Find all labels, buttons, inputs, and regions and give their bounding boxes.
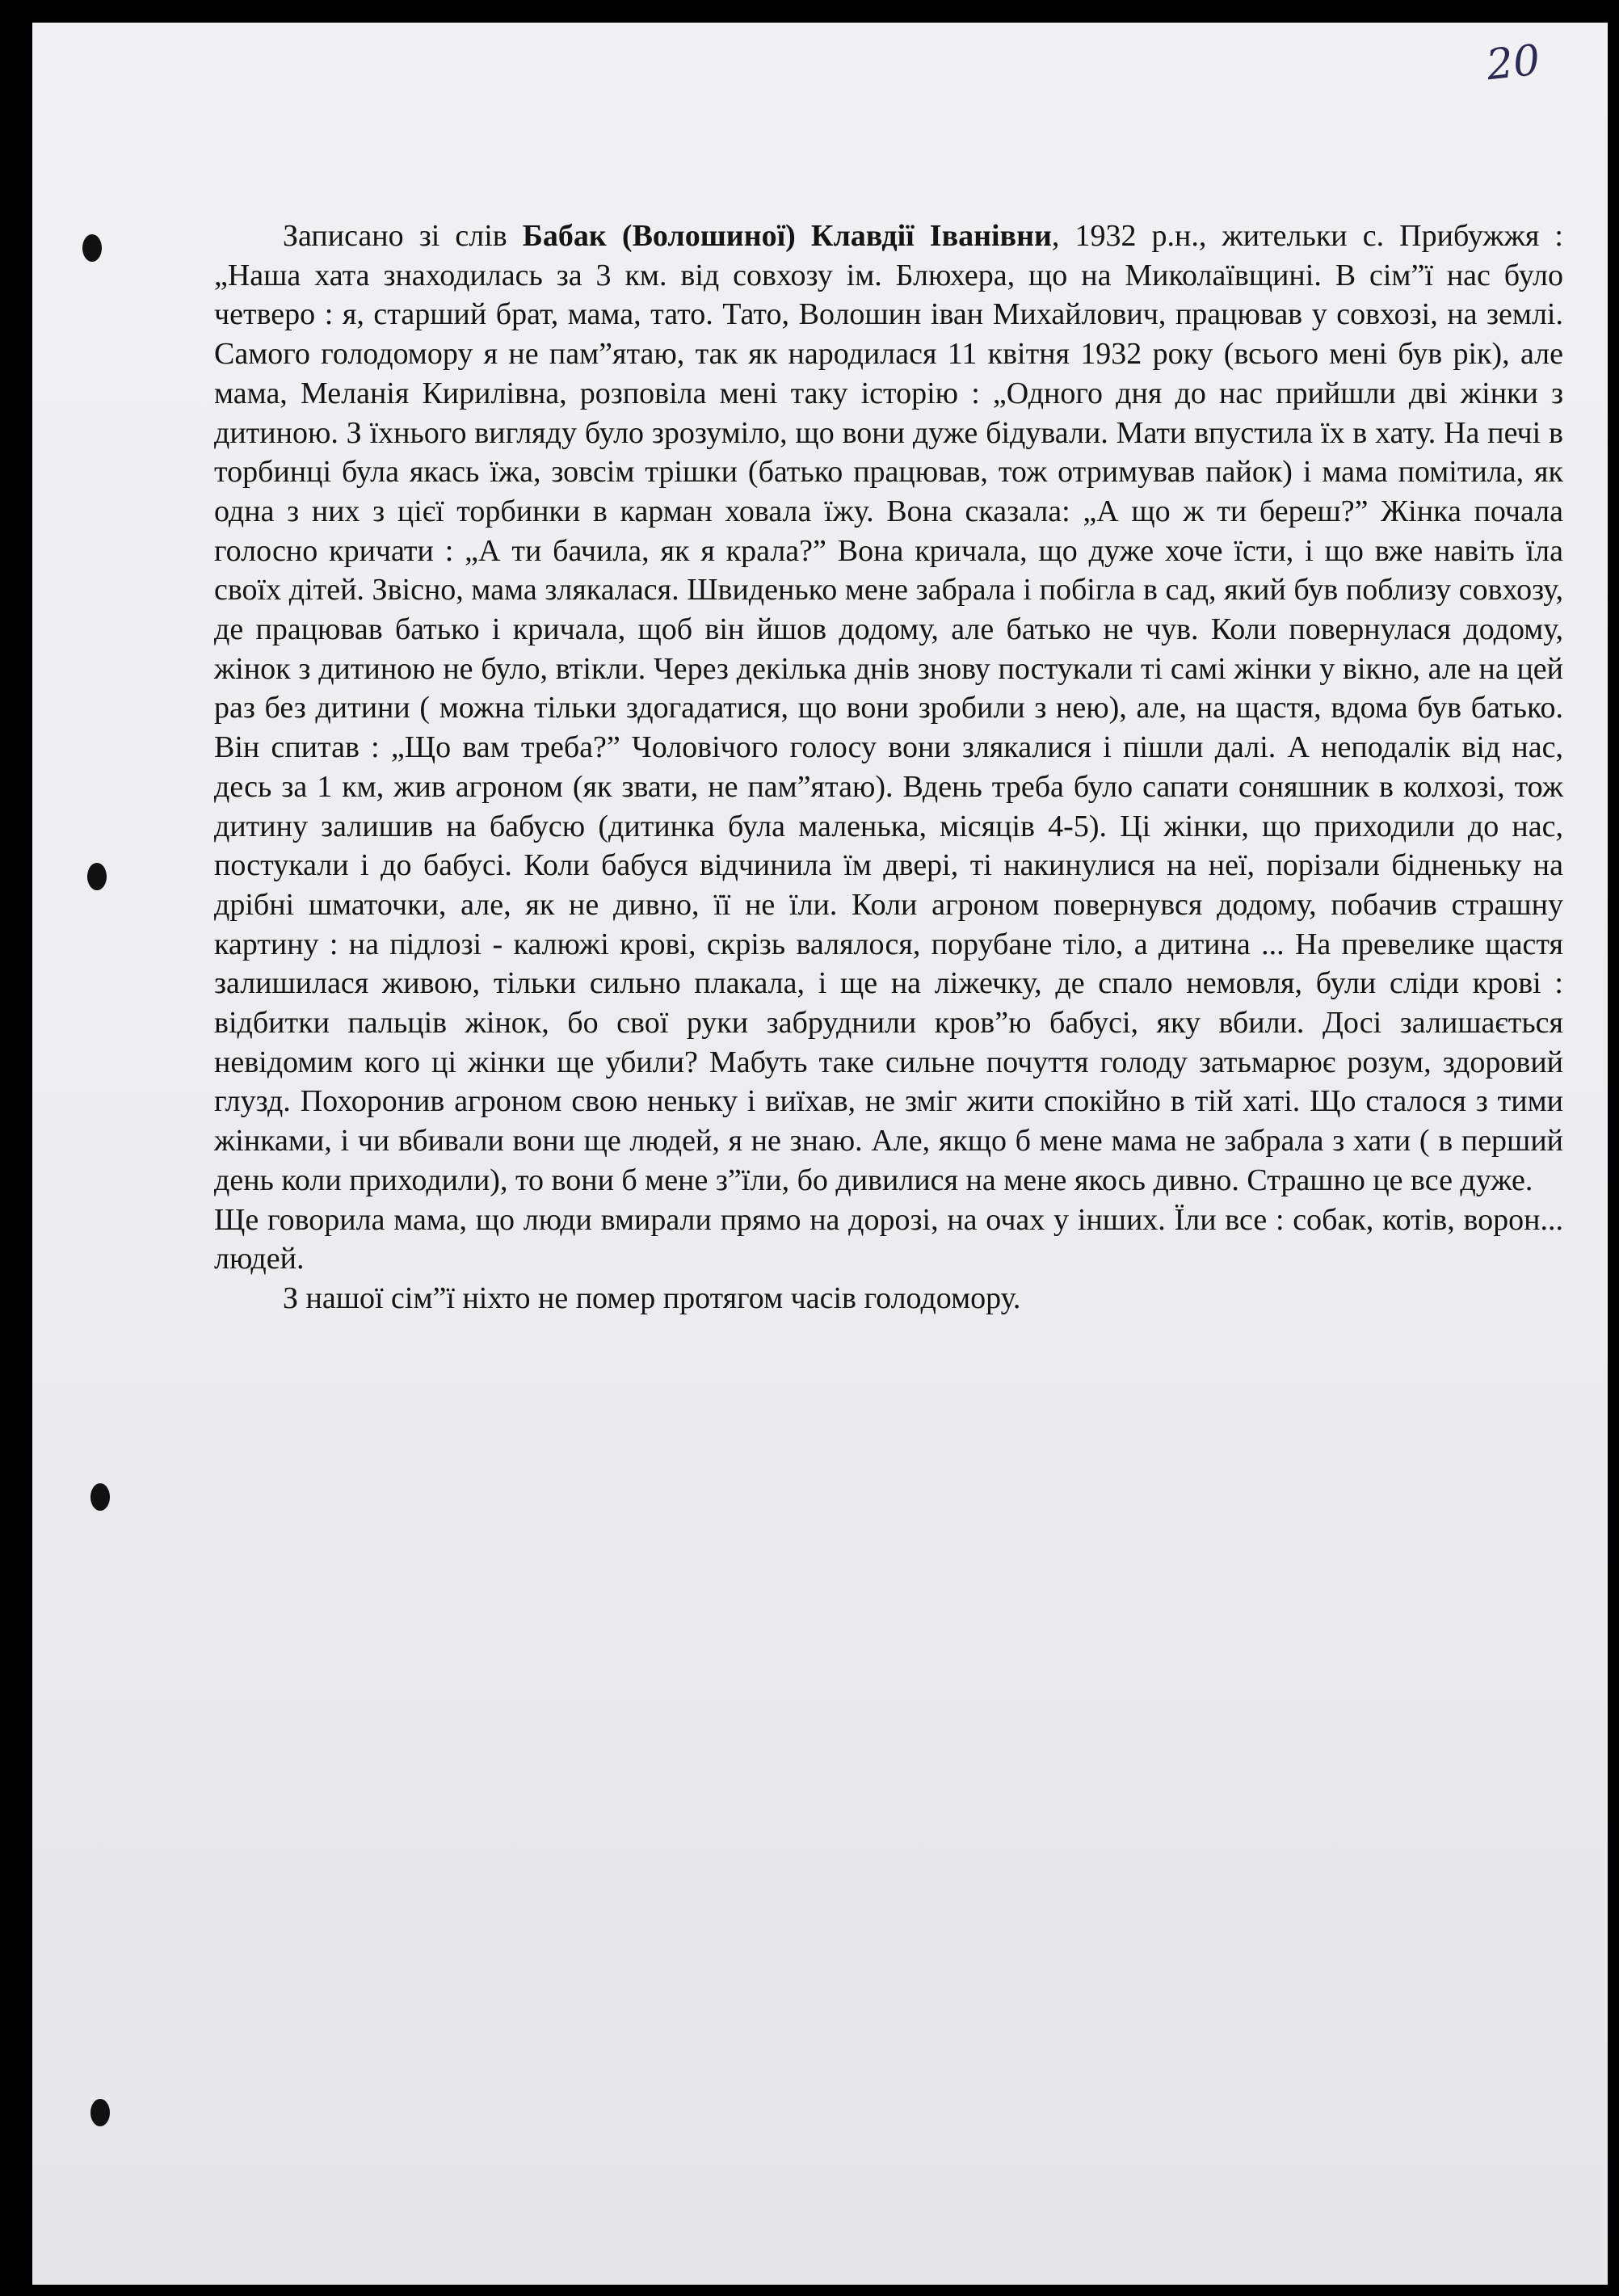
handwritten-page-number: 20 <box>1484 36 1543 90</box>
punch-hole <box>87 863 107 890</box>
testimony-text <box>214 217 1563 1318</box>
document-page <box>32 23 1608 2285</box>
punch-hole <box>90 2099 110 2126</box>
paragraph-testimony <box>214 217 1563 1201</box>
intro-text: Записано зі слів <box>283 219 523 253</box>
testimony-body: , 1932 р.н., жительки с. Прибужжя : „Наша хата знаходилась за 3 км. від совхозу ім. Блюхера, що на Миколаївщині. В сім”ї нас було четверо : я, старший брат, мама, тато. Тато, Волошин іван Михайлович, працював у совхозі, на землі. Самого голодомору я не пам”ятаю, так як народилася 11 квітня 1932 року (всього мені був рік), але мама, Меланія Кирилівна, розповіла мені таку історію : „Одного дня до нас прийшли дві жінки з дитиною. З їхнього вигляду було зрозуміло, що вони дуже бідували. Мати впустила їх в хату. На печі в торбинці була якась їжа, зовсім трішки (батько працював, тож отримував пайок) і мама помітила, як одна з них з цієї торбинки в карман ховала їжу. Вона сказала: „А що ж ти береш?” Жінка почала голосно кричати : „А ти бачила, як я крала?” Вона кричала, що дуже хоче їсти, і що вже навіть їла своїх дітей. Звісно, мама злякалася. Швиденько мене забрала і побігла в сад, який був поблизу совхозу, де працював батько і кричала, щоб він йшов додому, але батько не чув. Коли повернулася додому, жінок з дитиною не було, втікли. Через декілька днів знову постукали ті самі жінки у вікно, але на цей раз без дитини ( можна тільки здогадатися, що вони зробили з нею), але, на щастя, вдома був батько. Він спитав : „Що вам треба?” Чоловічого голосу вони злякалися і пішли далі. А неподалік від нас, десь за 1 км, жив агроном (як звати, не пам”ятаю). Вдень треба було сапати соняшник в колхозі, тож дитину залишив на бабусю (дитинка була маленька, місяців 4-5). Ці жінки, що приходили до нас, постукали і до бабусі. Коли бабуся відчинила їм двері, ті накинулися на неї, порізали бідненьку на дрібні шматочки, але, як не дивно, її не їли. Коли агроном повернувся додому, побачив страшну картину : на підлозі - калюжі крові, скрізь валялося, порубане тіло, а дитина ... На превелике щастя залишилася живою, тільки сильно плакала, і ще на ліжечку, де спало немовля, були сліди крові : відбитки пальців жінок, бо свої руки забруднили кров”ю бабусі, яку вбили. Досі залишається невідомим кого ці жінки ще убили? Мабуть таке сильне почуття голоду затьмарює розум, здоровий глузд. Похоронив агроном свою неньку і виїхав, не зміг жити спокійно в тій хаті. Що сталося з тими жінками, і чи вбивали вони ще людей, я не знаю. Але, якщо б мене мама не забрала з хати ( в перший день коли приходили), то вони б мене з”їли, бо дивилися на мене якось дивно. Страшно це все дуже. <box>214 219 1563 1197</box>
punch-hole <box>90 1483 110 1511</box>
paragraph-closing: З нашої сім”ї ніхто не помер протягом часів голодомору. <box>283 1280 1021 1315</box>
punch-hole <box>82 234 102 262</box>
paragraph-additional: Ще говорила мама, що люди вмирали прямо на дорозі, на очах у інших. Їли все : собак, котів, ворон... людей. <box>214 1202 1563 1276</box>
witness-name: Бабак (Волошиної) Клавдії Іванівни <box>522 219 1052 253</box>
